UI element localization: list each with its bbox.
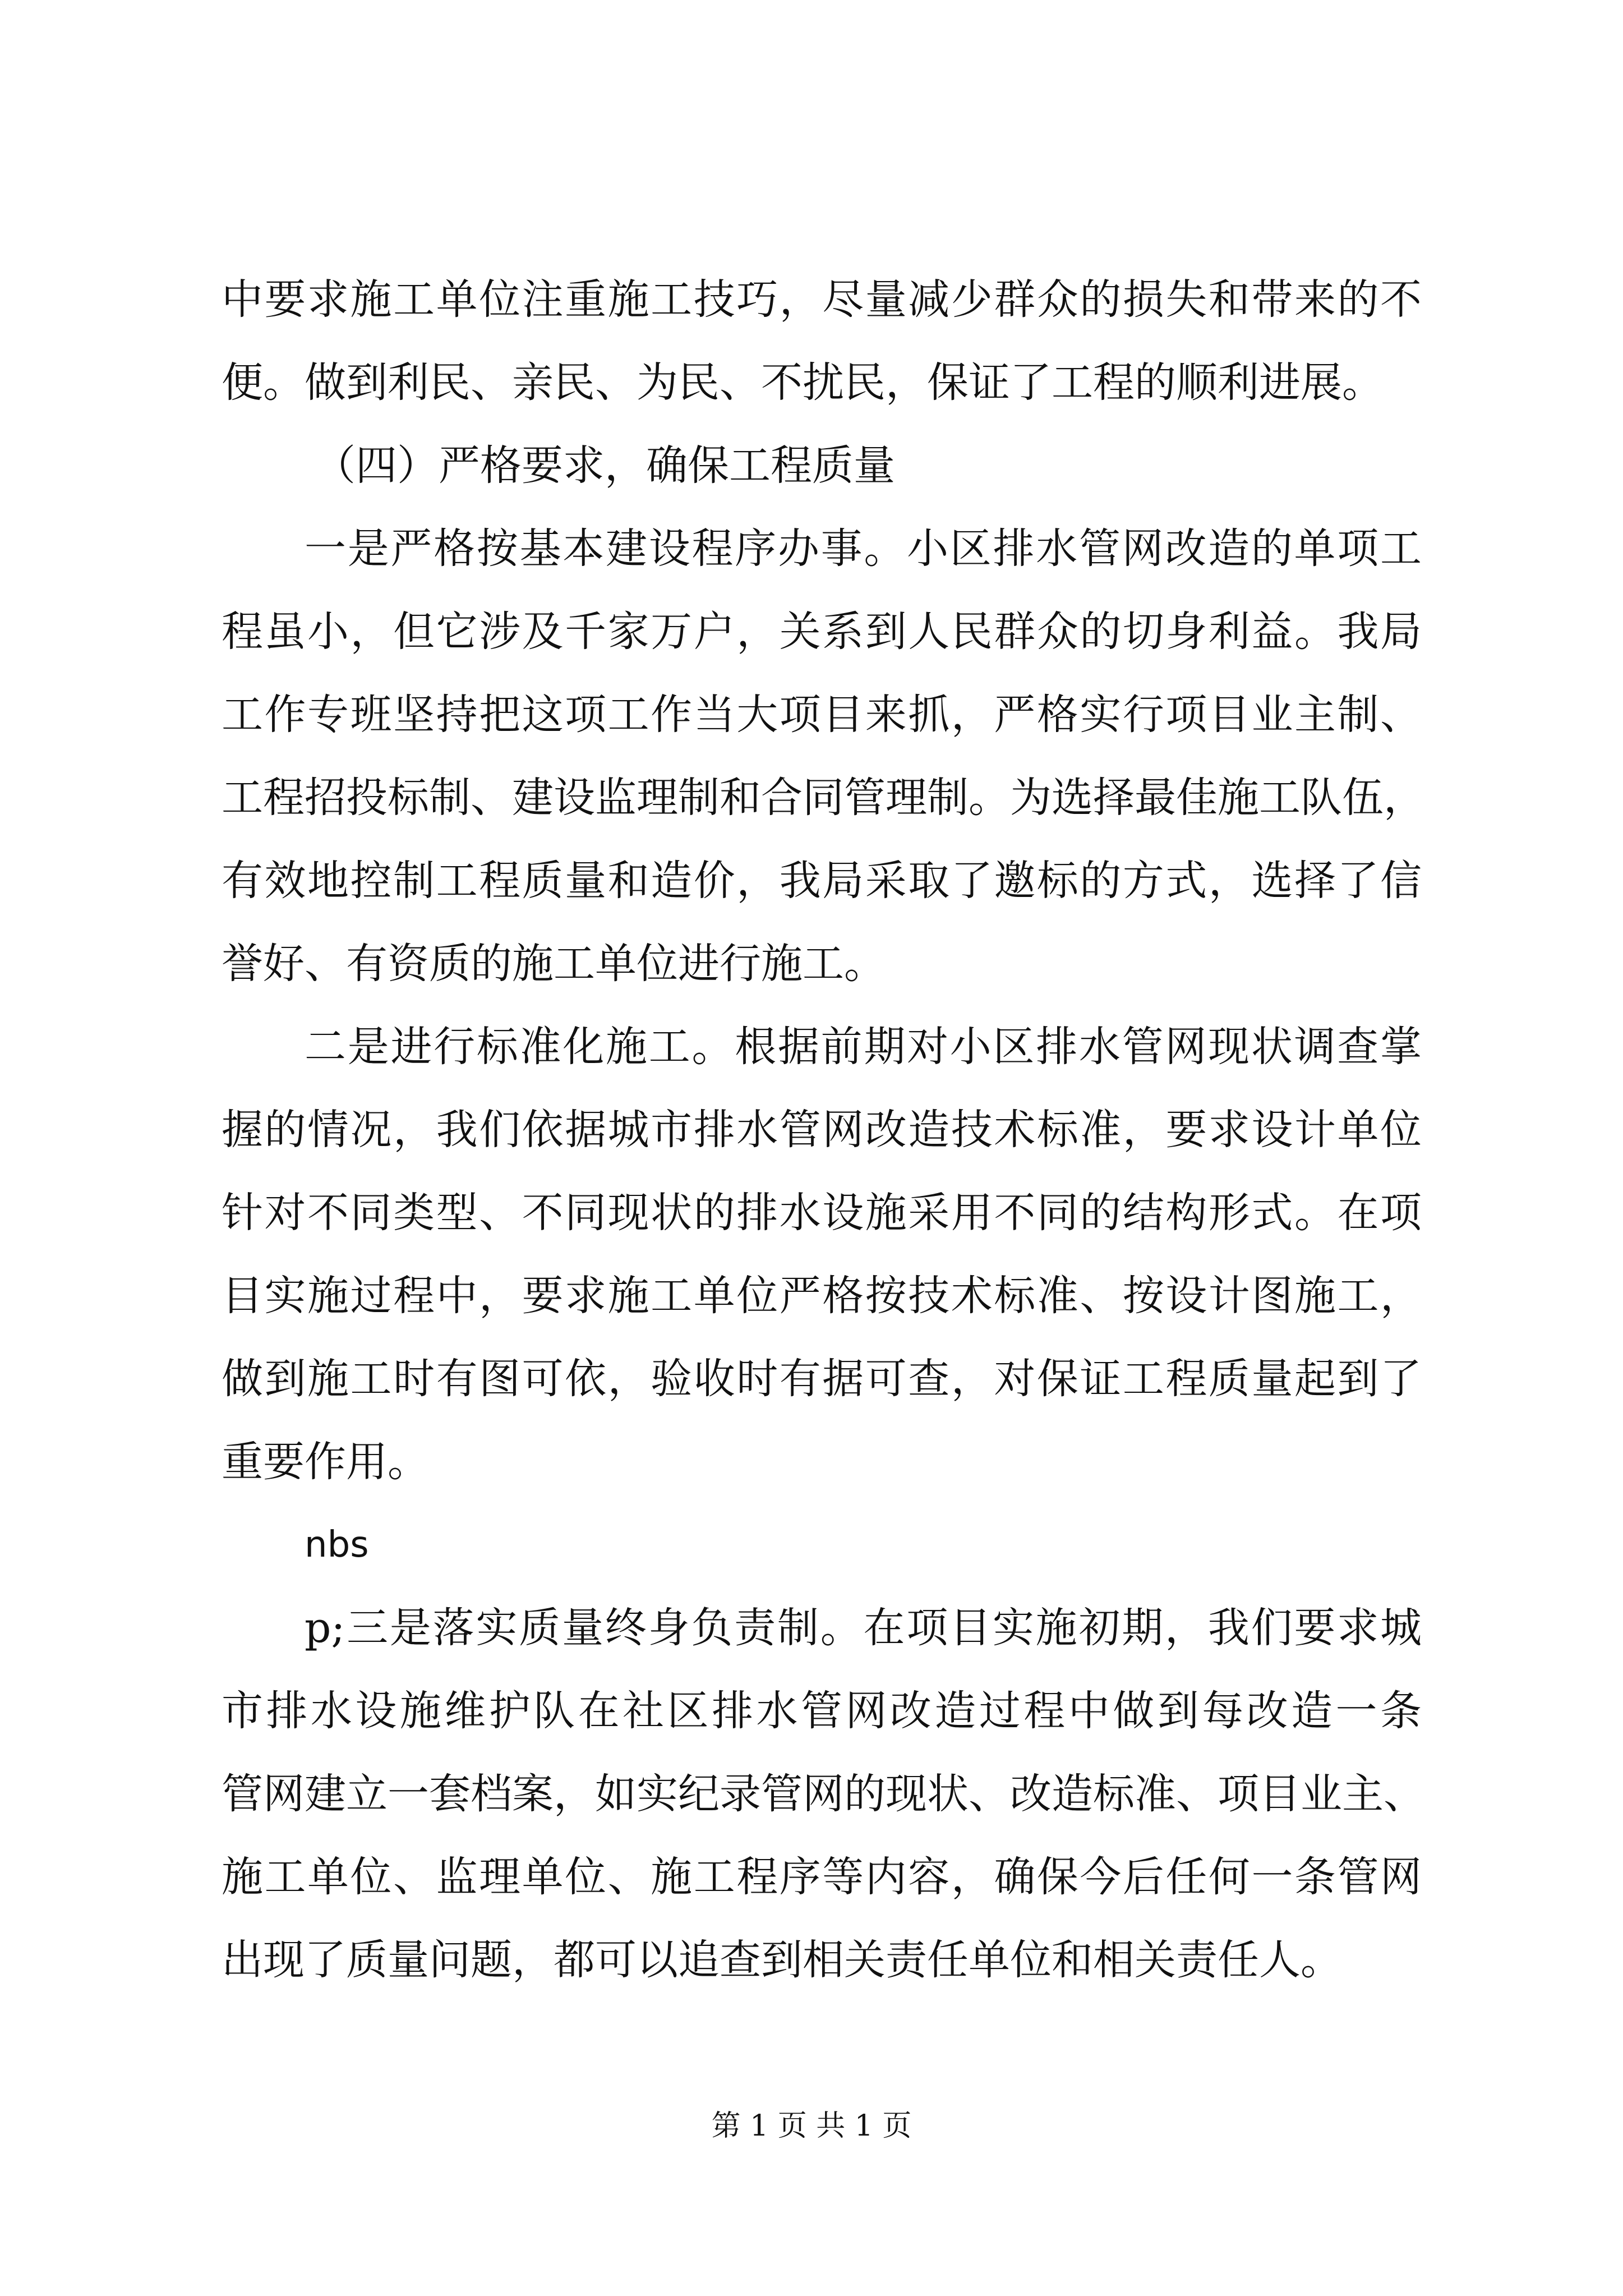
document-body xyxy=(222,258,1425,2001)
text-fragment: nbs xyxy=(305,1524,369,1566)
text-line: 有效地控制工程质量和造价，我局采取了邀标的方式，选择了信 xyxy=(222,857,1422,905)
page-number-label: 第 1 页 共 1 页 xyxy=(711,2109,912,2143)
paragraph-first-line: p;三是落实质量终身负责制。在项目实施初期，我们要求城 xyxy=(305,1604,1422,1652)
text-line: 中要求施工单位注重施工技巧，尽量减少群众的损失和带来的不 xyxy=(222,275,1422,324)
text-line: 重要作用。 xyxy=(222,1438,429,1486)
text-line: 工作专班坚持把这项工作当大项目来抓，严格实行项目业主制、 xyxy=(222,691,1422,739)
text-line: 做到施工时有图可依，验收时有据可查，对保证工程质量起到了 xyxy=(222,1355,1422,1403)
section-heading: （四）严格要求，确保工程质量 xyxy=(314,441,895,490)
page-footer xyxy=(0,2104,1623,2148)
text-line: 工程招投标制、建设监理制和合同管理制。为选择最佳施工队伍， xyxy=(222,774,1425,822)
text-line: 针对不同类型、不同现状的排水设施采用不同的结构形式。在项 xyxy=(222,1189,1422,1237)
text-line: 誉好、有资质的施工单位进行施工。 xyxy=(222,940,886,988)
text-line: 施工单位、监理单位、施工程序等内容，确保今后任何一条管网 xyxy=(222,1853,1422,1901)
text-line: 握的情况，我们依据城市排水管网改造技术标准，要求设计单位 xyxy=(222,1106,1422,1154)
text-line: 出现了质量问题，都可以追查到相关责任单位和相关责任人。 xyxy=(222,1936,1342,1984)
text-line: 市排水设施维护队在社区排水管网改造过程中做到每改造一条 xyxy=(222,1687,1422,1735)
text-line: 管网建立一套档案，如实纪录管网的现状、改造标准、项目业主、 xyxy=(222,1770,1425,1818)
paragraph-first-line: 二是进行标准化施工。根据前期对小区排水管网现状调查掌 xyxy=(305,1023,1422,1071)
text-line: 程虽小，但它涉及千家万户，关系到人民群众的切身利益。我局 xyxy=(222,608,1422,656)
text-line: 目实施过程中，要求施工单位严格按技术标准、按设计图施工， xyxy=(222,1272,1422,1320)
paragraph-first-line: 一是严格按基本建设程序办事。小区排水管网改造的单项工 xyxy=(305,524,1422,573)
text-line: 便。做到利民、亲民、为民、不扰民，保证了工程的顺利进展。 xyxy=(222,358,1384,407)
